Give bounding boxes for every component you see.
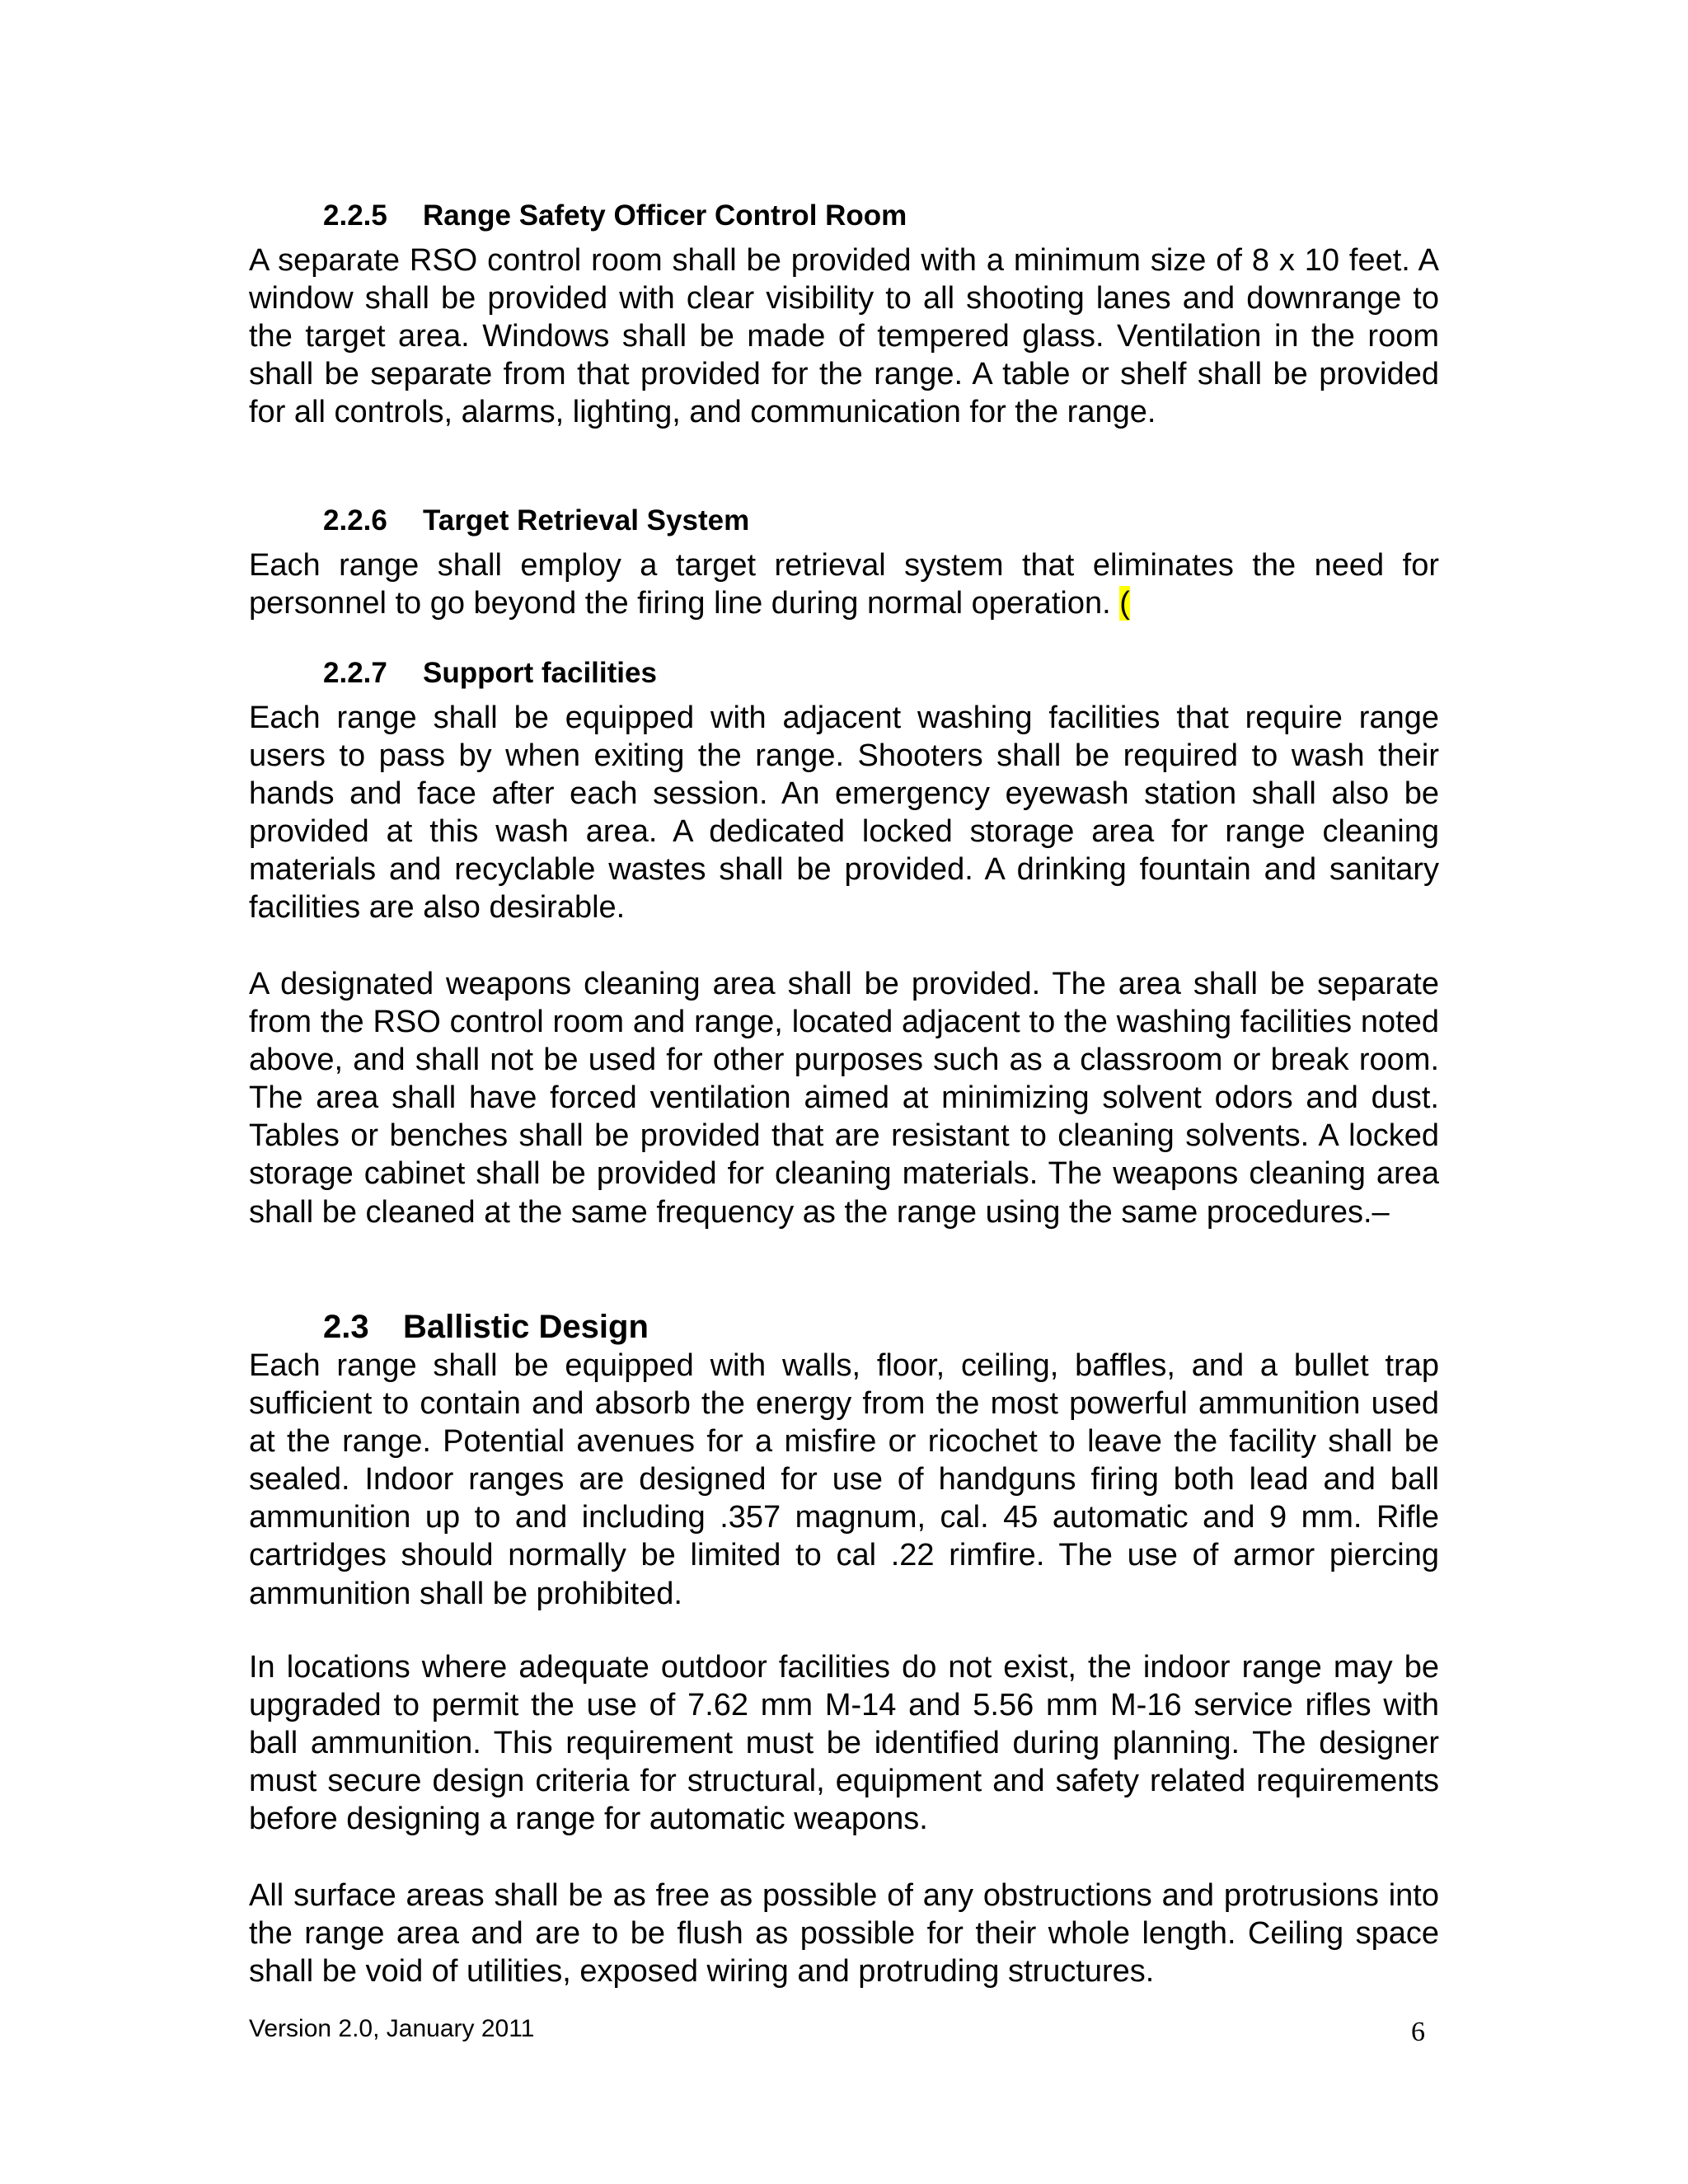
section-number: 2.2.6 <box>323 504 387 537</box>
paragraph-target-retrieval <box>249 546 1439 622</box>
page-number: 6 <box>1411 2017 1425 2047</box>
section-title: Range Safety Officer Control Room <box>423 199 907 232</box>
section-heading-2-2-6 <box>323 504 749 537</box>
section-number: 2.3 <box>323 1309 369 1345</box>
section-heading-2-2-7 <box>323 657 657 690</box>
paragraph-ballistic-design: Each range shall be equipped with walls, floor, ceiling, baffles, and a bullet trap sufficient to contain and absorb the energy from the most powerful ammunition used at the range. Potential avenues for a misfire or ricochet to leave the facility shall be sealed. Indoor ranges are designed for use of handguns firing both lead and ball ammunition up to and including .357 magnum, cal. 45 automatic and 9 mm. Rifle cartridges should normally be limited to cal .22 rimfire. The use of armor piercing ammunition shall be prohibited. <box>249 1348 1439 1611</box>
footer-version: Version 2.0, January 2011 <box>249 2015 535 2042</box>
section-number: 2.2.5 <box>323 199 387 232</box>
paragraph-text: Each range shall employ a target retrieval system that eliminates the need for personnel to go beyond the firing line during normal operation. <box>249 548 1439 621</box>
section-number: 2.2.7 <box>323 657 387 689</box>
paragraph-weapons-cleaning-area: A designated weapons cleaning area shall be provided. The area shall be separate from the RSO control room and range, located adjacent to the washing facilities noted above, and shall not be used for other purposes such as a classroom or break room. The area shall have forced ventilation aimed at minimizing solvent odors and dust. Tables or benches shall be provided that are resistant to cleaning solvents. A locked storage cabinet shall be provided for cleaning materials. The weapons cleaning area shall be cleaned at the same frequency as the range using the same procedures.– <box>249 967 1439 1230</box>
highlight-mark: ( <box>1119 586 1130 621</box>
paragraph-surface-areas: All surface areas shall be as free as possible of any obstructions and protrusions into the range area and are to be flush as possible for their whole length. Ceiling space shall be void of utilities, exposed wiring and protruding structures. <box>249 1878 1439 1990</box>
section-title: Ballistic Design <box>403 1309 649 1345</box>
section-heading-2-2-5 <box>323 199 907 232</box>
paragraph-upgraded-range: In locations where adequate outdoor facilities do not exist, the indoor range may be upgraded to permit the use of 7.62 mm M-14 and 5.56 mm M-16 service rifles with ball ammunition. This requirement must be identified during planning. The designer must secure design criteria for structural, equipment and safety related requirements before designing a range for automatic weapons. <box>249 1650 1439 1837</box>
section-title: Target Retrieval System <box>423 504 750 537</box>
section-heading-2-3 <box>323 1308 649 1346</box>
section-title: Support facilities <box>423 657 657 689</box>
paragraph-rso-control-room: A separate RSO control room shall be provided with a minimum size of 8 x 10 feet. A window shall be provided with clear visibility to all shooting lanes and downrange to the target area. Windows shall be made of tempered glass. Ventilation in the room shall be separate from that provided for the range. A table or shelf shall be provided for all controls, alarms, lighting, and communication for the range. <box>249 243 1439 430</box>
paragraph-washing-facilities: Each range shall be equipped with adjacent washing facilities that require range users to pass by when exiting the range. Shooters shall be required to wash their hands and face after each session. An emergency eyewash station shall also be provided at this wash area. A dedicated locked storage area for range cleaning materials and recyclable wastes shall be provided. A drinking fountain and sanitary facilities are also desirable. <box>249 701 1439 926</box>
